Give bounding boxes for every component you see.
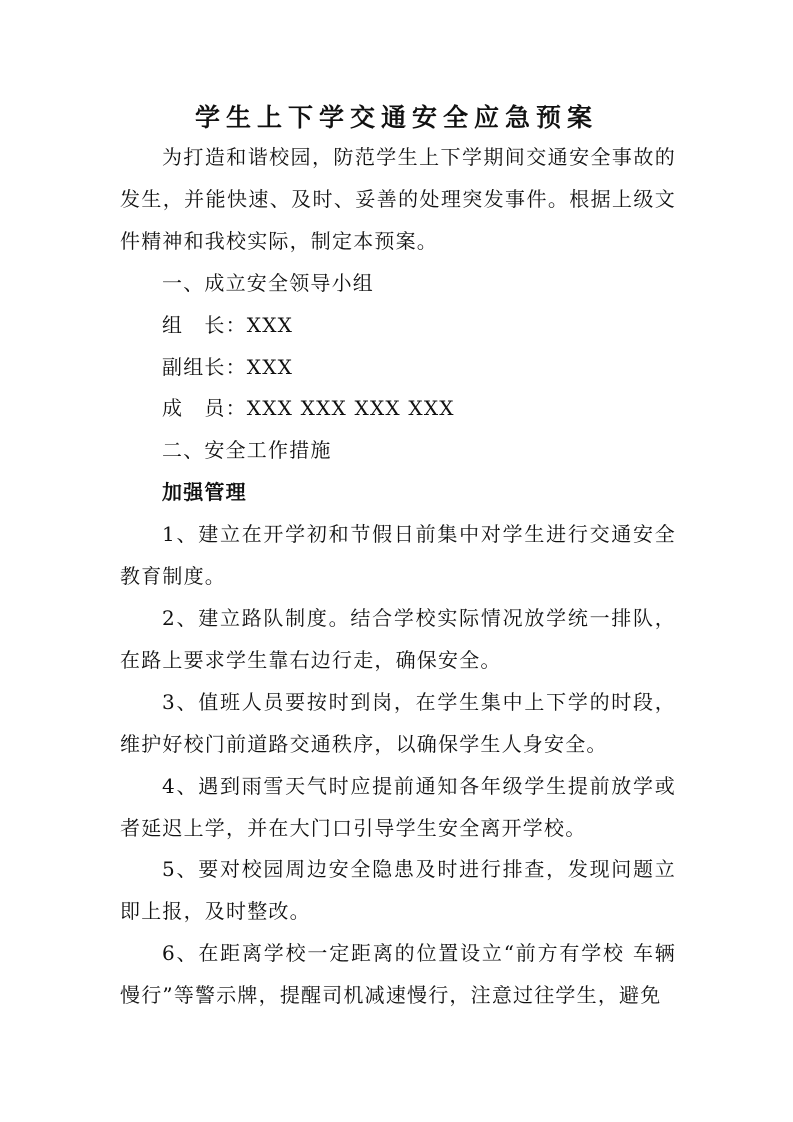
members-line: 成 员：XXX XXX XXX XXX <box>162 396 455 421</box>
measure-item-4: 4、遇到雨雪天气时应提前通知各年级学生提前放学或者延迟上学，并在大门口引导学生安全离开学校。 <box>120 773 676 840</box>
intro-paragraph: 为打造和谐校园，防范学生上下学期间交通安全事故的发生，并能快速、及时、妥善的处理突发事件。根据上级文件精神和我校实际，制定本预案。 <box>120 145 676 253</box>
subheading-management: 加强管理 <box>162 480 247 505</box>
deputy-leader-line: 副组长：XXX <box>162 354 294 379</box>
document-body <box>120 137 676 1017</box>
measure-item-2: 2、建立路队制度。结合学校实际情况放学统一排队，在路上要求学生靠右边行走，确保安全。 <box>120 605 676 672</box>
section-heading-2: 二、安全工作措施 <box>162 438 332 463</box>
measure-item-6: 6、在距离学校一定距离的位置设立“前方有学校 车辆慢行”等警示牌，提醒司机减速慢行，注意过往学生，避免 <box>120 941 676 1008</box>
measure-item-5: 5、要对校园周边安全隐患及时进行排查，发现问题立即上报，及时整改。 <box>120 857 676 924</box>
section-heading-1: 一、成立安全领导小组 <box>162 270 374 295</box>
leader-line: 组 长：XXX <box>162 312 294 337</box>
measure-item-3: 3、值班人员要按时到岗，在学生集中上下学的时段，维护好校门前道路交通秩序，以确保学生人身安全。 <box>120 689 676 756</box>
document-title: 学生上下学交通安全应急预案 <box>194 103 598 132</box>
measure-item-1: 1、建立在开学初和节假日前集中对学生进行交通安全教育制度。 <box>120 522 676 589</box>
